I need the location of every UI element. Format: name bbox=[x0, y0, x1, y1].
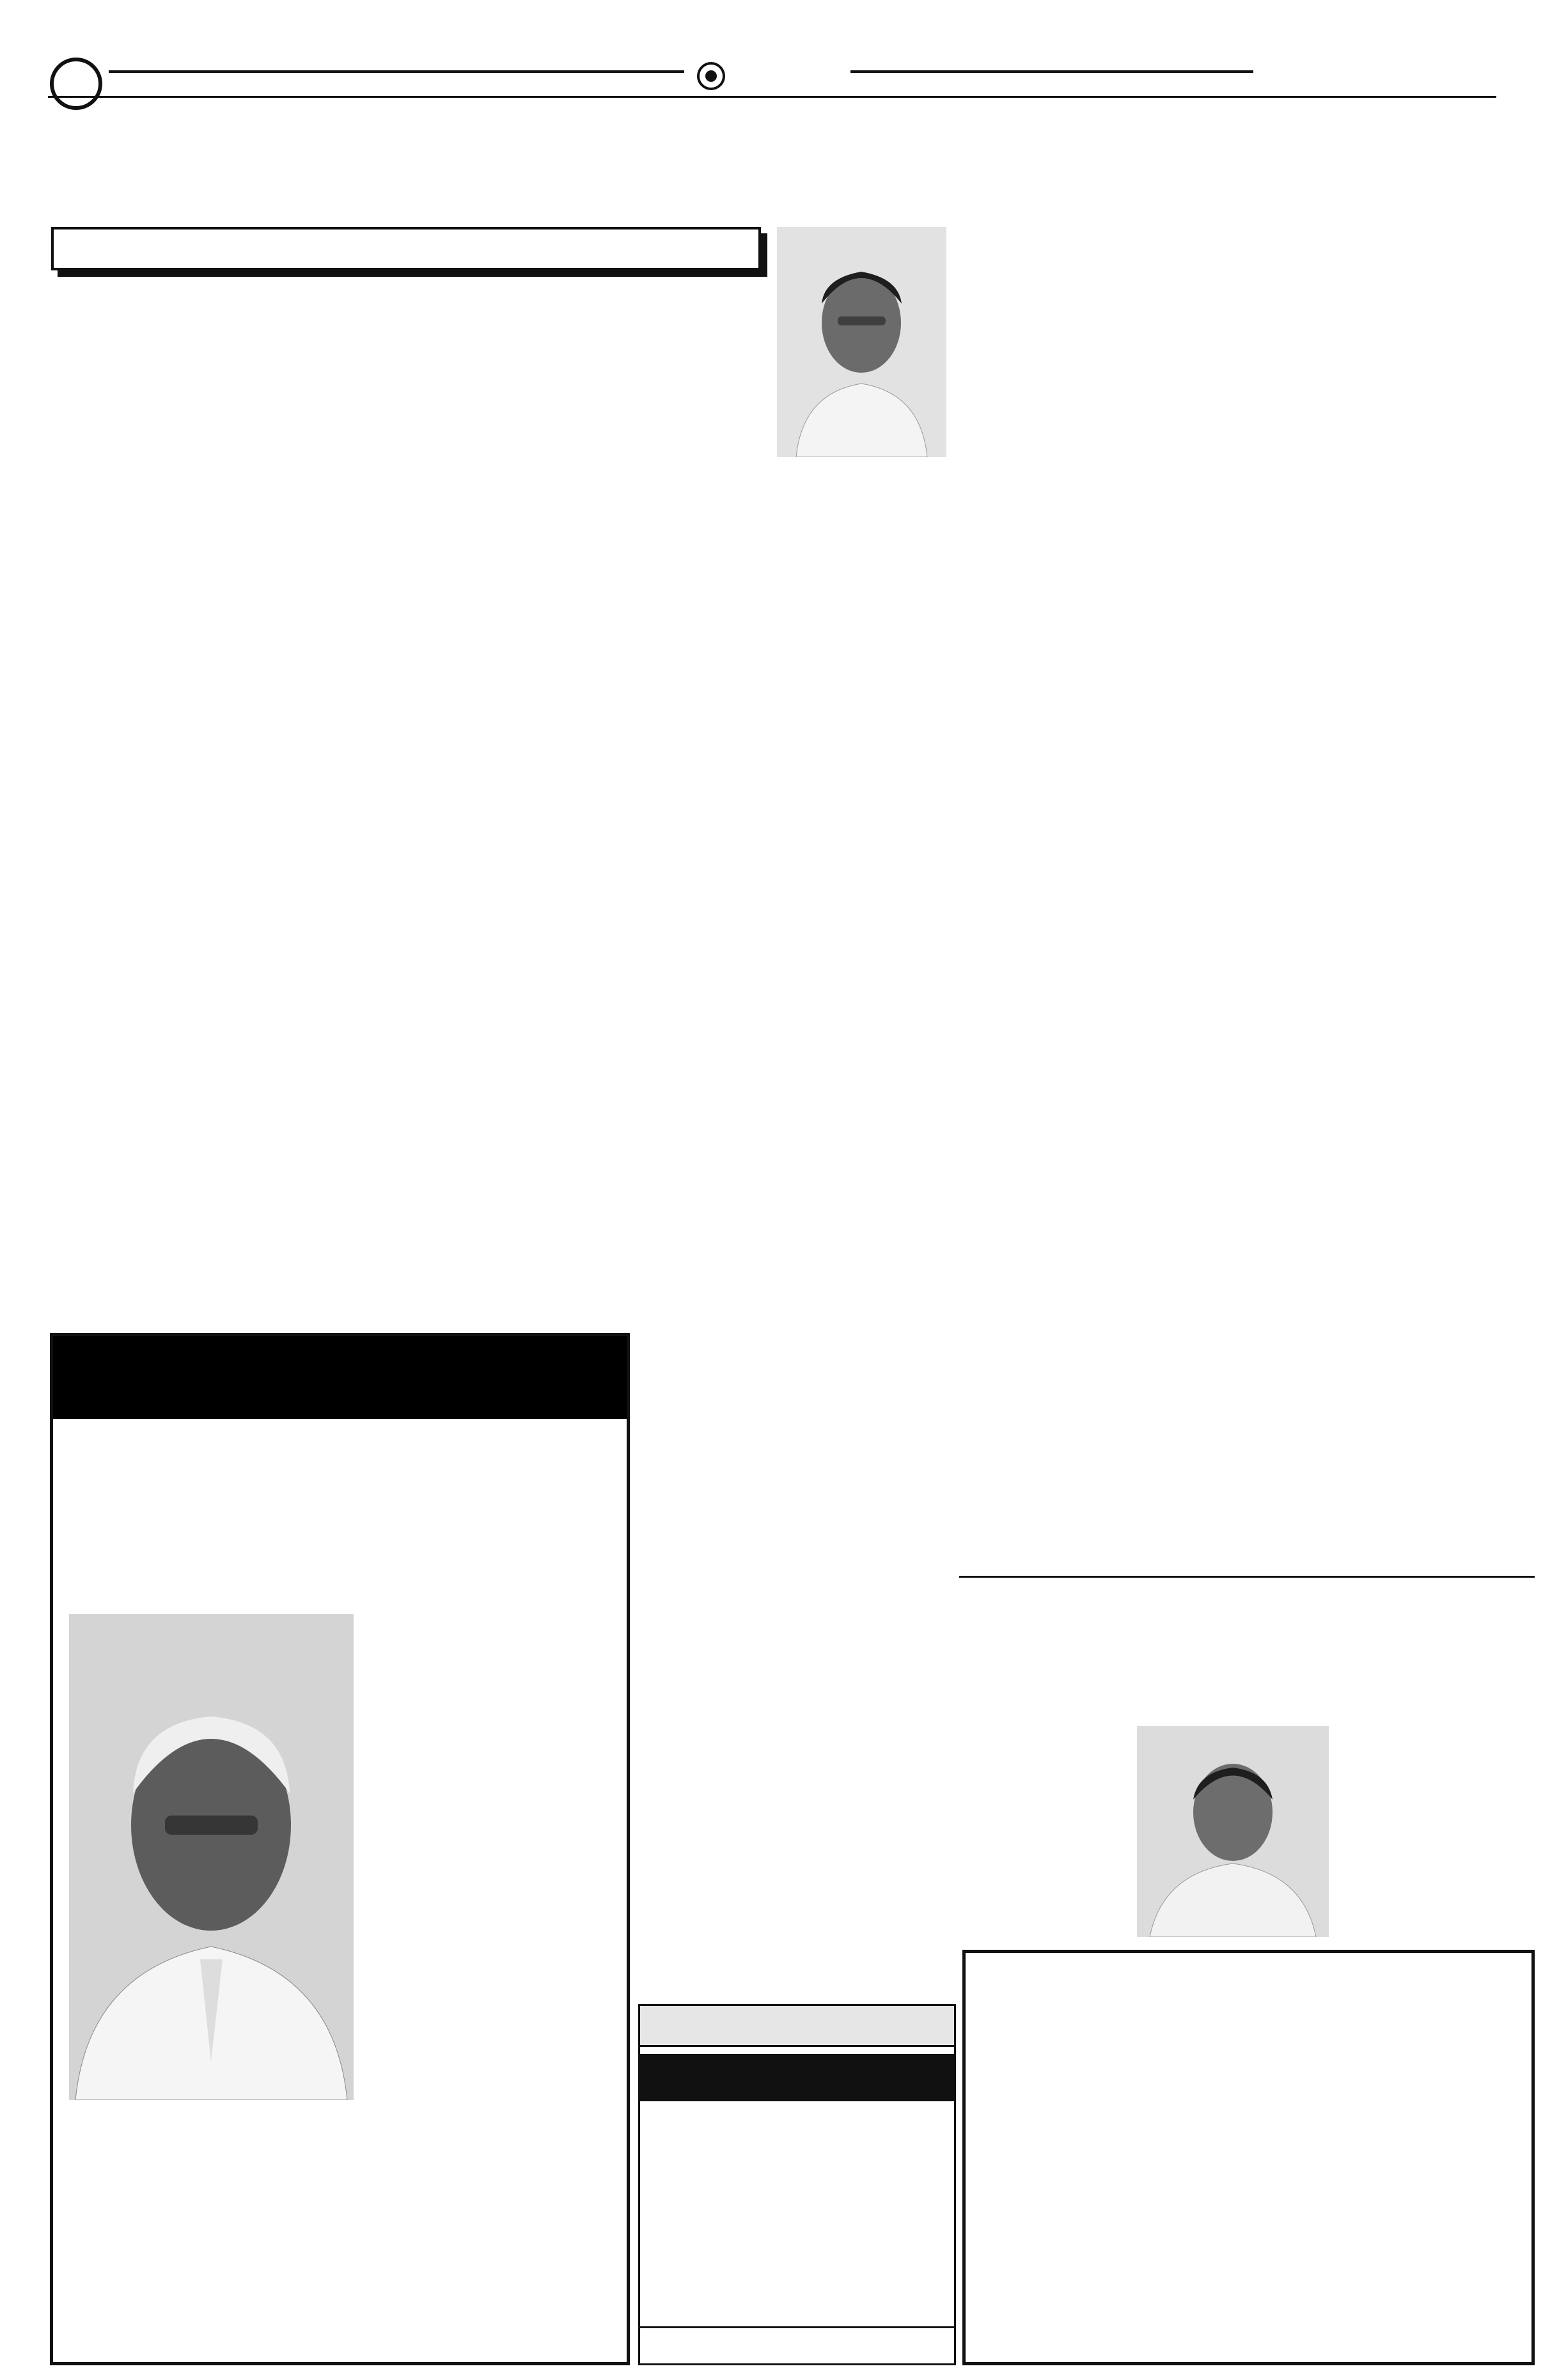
volunteer-footer-place bbox=[640, 2328, 797, 2363]
header-divider bbox=[48, 96, 1496, 98]
main-story-column-6 bbox=[777, 465, 946, 1974]
story2-column-2 bbox=[1336, 1716, 1535, 1947]
side-column-top bbox=[1263, 102, 1496, 460]
volunteer-box-body bbox=[646, 2134, 948, 2326]
volunteer-footer-signatory bbox=[797, 2328, 955, 2363]
main-story-column-8 bbox=[1109, 102, 1253, 1202]
portrait-illustration bbox=[777, 227, 946, 457]
story2-top-rule bbox=[959, 1576, 1535, 1578]
main-story-subhead bbox=[51, 227, 761, 270]
side-column-text bbox=[1263, 518, 1496, 1560]
header-rule-left bbox=[109, 70, 684, 73]
volunteer-wing-announcement bbox=[638, 2004, 956, 2365]
volunteer-box-footer bbox=[640, 2326, 954, 2363]
sivasankar-photo bbox=[1137, 1726, 1329, 1937]
main-story-column-7 bbox=[955, 227, 1102, 1199]
akilan-photo bbox=[69, 1614, 354, 2100]
main-story-column-5 bbox=[630, 284, 767, 1627]
main-story-column-9 bbox=[1109, 1202, 1253, 1560]
memorial-panel-sivalingam bbox=[962, 1950, 1535, 2365]
memorial-banner bbox=[53, 1336, 627, 1419]
rising-sun-logo-icon bbox=[697, 62, 725, 90]
page-number bbox=[50, 58, 102, 110]
inigo-irudayaraj-photo bbox=[777, 227, 946, 457]
portrait-illustration bbox=[69, 1614, 354, 2100]
story2-column-1 bbox=[962, 1716, 1129, 1947]
memorial-panel-akilan bbox=[50, 1333, 630, 2365]
masthead bbox=[697, 60, 733, 90]
memorial-bio bbox=[376, 1621, 622, 1633]
portrait-illustration bbox=[1137, 1726, 1329, 1937]
volunteer-box-title bbox=[640, 2006, 954, 2047]
header-rule-right bbox=[850, 70, 1253, 73]
volunteer-box-headline bbox=[640, 2054, 954, 2101]
